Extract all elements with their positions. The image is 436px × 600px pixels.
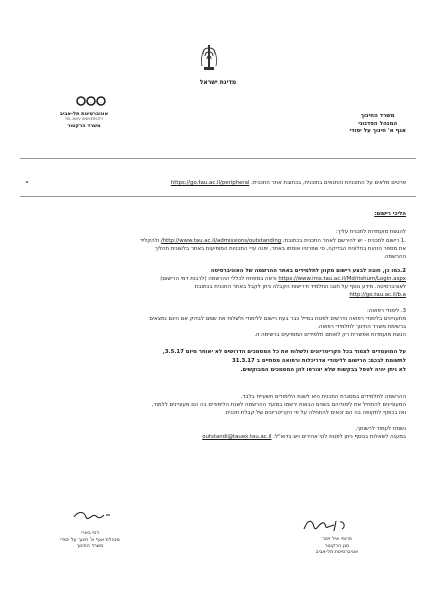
item3-line1: מתעניינים בלימודי רפואה נדרשים לפנות במייל כבר בעת רישום ללימודי ולשלוח את שמם לבדוק אם הינם נמצאים: [149, 316, 406, 322]
ministry-dept: אגף א' חינוך על יסודי: [349, 128, 406, 134]
registration-url-link[interactable]: https://www.ims.tau.ac.il/Md/rishum/Login.aspx: [278, 276, 406, 282]
item1-text: .1 רישום לתכנית - יש להירשם לאתר התכנית בכתובת:: [282, 238, 406, 244]
notice-line3: לא ניתן יהיה לטפל בבקשות שלא יצורפו להן המסמכים המבוקשים.: [240, 367, 406, 373]
intro-line: [171, 180, 406, 187]
notice-line2: לתשומת לבכם: הרישום ללימודי אדריכלות ורפואה מסתיים ב 31.3.17: [231, 358, 406, 364]
item2-line2: [160, 276, 406, 283]
item3-line3: הגשת מועמדות אפשרית רק לאותם תלמידים המופיעים ברשימה זו.: [254, 332, 406, 338]
item2-line1: [211, 268, 406, 275]
contact-line2: [202, 434, 406, 441]
registration-heading: הליכי רישום:: [374, 211, 406, 217]
state-name: מדינת ישראל: [199, 79, 237, 86]
signatory-right-title: סגן הרקטור: [324, 543, 350, 549]
signatory-left: [40, 531, 140, 551]
header-divider: [20, 158, 416, 159]
item1-line1: [140, 238, 406, 245]
contact-line1: נשמח לעמוד לרשותך,: [355, 426, 406, 432]
notice-line1: על המועמדים לצמוד בכל הקריטריונים ולשלוח את כל המסמכים הדרושים לא יאוחר מיום 3.5.17,: [162, 349, 406, 355]
closing-line2: המעוניינים להתחיל את לימודיהם בשנים הבאות ירשמו במועד ההרשמה לשנת הלימודים בה הם מעוניינים ללמוד,: [151, 402, 406, 408]
university-name: אוניברסיטת תל-אביב: [59, 111, 109, 117]
state-emblem-icon: [199, 42, 219, 72]
ministry-name: משרד החינוך: [360, 113, 395, 119]
item2-text2: וראה במפתח לכללי ההרשמה (לרבות דמי הרישום): [160, 276, 277, 282]
signature-right-icon: [300, 515, 360, 535]
rector-office-label: משרד הרקטור: [67, 123, 101, 129]
contact-email-link[interactable]: outstandi@tauex.tau.ac.il: [202, 434, 272, 440]
closing-line3: ואז בכפוף לתקופה בה הם זכאים להתחלה על פי הקריטריונים של קבלת תכנית.: [224, 410, 406, 416]
intro-text: פרטים מלאים על התוכניות והתנאים בתוכנית, בכתובת אתר התכנית:: [251, 180, 406, 186]
item3-line2: ברשימת משרד החינוך לתלמידי רפואה.: [317, 324, 406, 330]
university-logo: [20, 92, 112, 128]
signature-left-icon: [70, 507, 114, 525]
ba-url-link[interactable]: http://go.tau.ac.il/b.a: [349, 292, 406, 298]
intro-divider: [20, 196, 416, 197]
item3-heading: 3. לימודי רפואה:: [367, 308, 406, 314]
contact-text: במענה לשאלות בנוסף ניתן לפנות לנוי אהירים ויש בדוא"ל:: [273, 434, 406, 440]
item1-text2: ולהקליד: [140, 238, 160, 244]
item2-text: 2.כמו כן, חובה לבצע רישום מקוון לתלמידים באתר ההרשמה של האוניברסיטה: [210, 268, 406, 274]
university-logo-icon: [76, 92, 106, 110]
university-subtitle: TEL AVIV UNIVERSITY: [64, 117, 104, 121]
signatory-left-name: דסי בארי: [80, 531, 100, 536]
item2-line3: לאוניברסיטה. מידע נוסף על חובו התלמיד ודרישות הקבלה ניתן לקבל באתר התכנית בכתובת: [194, 284, 406, 290]
signatory-left-title: מנהלת אגף א' חינוך על יסודי: [60, 537, 120, 543]
ministry-director: המנהל הפדגוגי: [358, 120, 398, 127]
closing-line1: ההרשמה לתלמידים במסגרת התכנית היא לשנת הלימודים תשעייח בלבד.: [240, 394, 406, 400]
registration-intro: להגשת מועמדות לתכנית עליך:: [335, 229, 406, 235]
signatory-right-name: פרופי איל זיסר: [322, 537, 352, 542]
stray-mark: [26, 181, 28, 183]
admissions-url-link[interactable]: http://www.tau.ac.il/admissions/outstanding/: [160, 238, 282, 244]
signatory-left-org: משרד החינוך: [76, 544, 104, 550]
ministry-header: [349, 113, 406, 136]
signatory-right: [292, 537, 382, 557]
item1-line2: את מספר הזהות בחלונית הבדיקה, סי שפרטיו אומתו באתר, יפנה עייי התכניות המופיעות באתר בלשונית תהליך: [154, 246, 406, 252]
signatory-right-org: אוניברסיטת תל-אביב: [315, 550, 359, 556]
item1-line3: ההרשמה.: [383, 254, 406, 260]
program-url-link[interactable]: https://go.tau.ac.il/peripheral: [170, 180, 250, 186]
item2-line4: [349, 292, 406, 299]
